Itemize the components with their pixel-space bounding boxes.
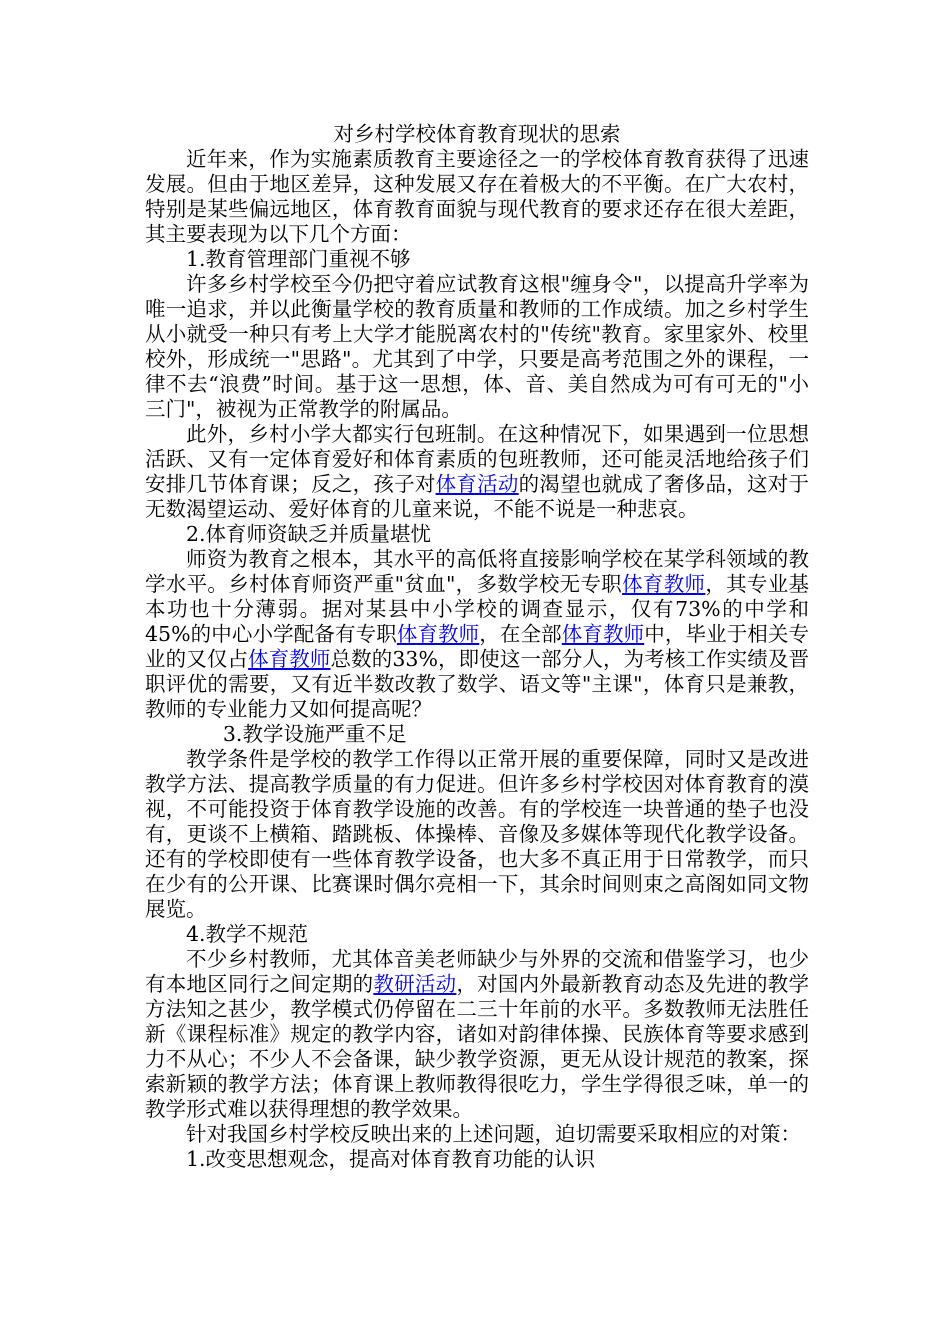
section1-paragraph1: 许多乡村学校至今仍把守着应试教育这根"缠身令"，以提高升学率为唯一追求，并以此衡量学校的教育质量和教师的工作成绩。加之乡村学生从小就受一种只有考上大学才能脱离农村的"传统"教育。家里家外、校里校外，形成统一"思路"。尤其到了中学，只要是高考范围之外的课程，一律不去“浪费”时间。基于这一思想，体、音、美自然成为可有可无的"小三门"，被视为正常教学的附属品。: [145, 272, 809, 421]
section1-paragraph2-text-a: 此外，乡村小学大都实行包班制。在这种情况下，如果遇到一位思想活跃、又有一定体育爱好和体育素质的包班教师，还可能灵活地给孩子们安排几节体育课；反之，孩子对: [145, 422, 809, 496]
pe-teacher-link-2[interactable]: 体育教师: [396, 622, 480, 646]
section4-text-a: 不少乡村教师，尤其体音美老师缺少与外界的交流和借鉴学习，也少有本地区同行之间定期的: [145, 947, 809, 996]
sports-activity-link[interactable]: 体育活动: [435, 472, 519, 496]
pe-teacher-link-3[interactable]: 体育教师: [561, 622, 645, 646]
section2-text-b: ，其专业基本功也十分薄弱。据对某县中小学校的调查显示，仅有73%的中学和45%的中心小学配备有专职: [145, 572, 810, 646]
section2-heading: 2.体育师资缺乏并质量堪忧: [186, 522, 432, 546]
section2-paragraph: [145, 547, 809, 722]
section1-paragraph2: [145, 422, 809, 522]
section2-text-c: ，在全部: [479, 622, 562, 646]
section1-heading: 1.教育管理部门重视不够: [186, 247, 411, 271]
measure1-heading: 1.改变思想观念，提高对体育教育功能的认识: [186, 1147, 596, 1171]
section1-paragraph2-text-b: 的渴望也就成了奢侈品，这对于无数渴望运动、爱好体育的儿童来说，不能不说是一种悲哀。: [145, 472, 810, 521]
section2-text-a: 师资为教育之根本，其水平的高低将直接影响学校在某学科领域的教学水平。乡村体育师资严重"贫血"，多数学校无专职: [145, 547, 809, 596]
section3-paragraph: 教学条件是学校的教学工作得以正常开展的重要保障，同时又是改进教学方法、提高教学质量的有力促进。但许多乡村学校因对体育教育的漠视，不可能投资于体育教学设施的改善。有的学校连一块普通的垫子也没有，更谈不上横箱、踏跳板、体操棒、音像及多媒体等现代化教学设备。还有的学校即使有一些体育教学设备，也大多不真正用于日常教学，而只在少有的公开课、比赛课时偶尔亮相一下，其余时间则束之高阁如同文物展览。: [145, 747, 809, 921]
section4-paragraph: [145, 947, 809, 1122]
section2-text-d: 中，毕业于相关专业的又仅占: [145, 622, 810, 671]
pe-teacher-link-4[interactable]: 体育教师: [248, 647, 331, 671]
intro-paragraph: 近年来，作为实施素质教育主要途径之一的学校体育教育获得了迅速发展。但由于地区差异，这种发展又存在着极大的不平衡。在广大农村，特别是某些偏远地区，体育教育面貌与现代教育的要求还存在很大差距，其主要表现为以下几个方面：: [145, 147, 809, 246]
document-page: [145, 122, 809, 1172]
section2-text-e: 总数的33%，即使这一部分人，为考核工作实绩及晋职评优的需要，又有近半数改教了数学、语文等"主课"，体育只是兼教，教师的专业能力又如何提高呢？: [145, 647, 810, 721]
pe-teacher-link-1[interactable]: 体育教师: [622, 572, 706, 596]
measures-intro-paragraph: 针对我国乡村学校反映出来的上述问题，迫切需要采取相应的对策：: [186, 1122, 801, 1146]
section4-heading: 4.教学不规范: [186, 922, 309, 946]
section3-heading: 3.教学设施严重不足: [222, 722, 407, 746]
document-title: 对乡村学校体育教育现状的思索: [333, 122, 621, 146]
teaching-research-link[interactable]: 教研活动: [373, 972, 457, 996]
section4-text-b: ，对国内外最新教育动态及先进的教学方法知之甚少，教学模式仍停留在二三十年前的水平。多数教师无法胜任新《课程标准》规定的教学内容，诸如对韵律体操、民族体育等要求感到力不从心；不少人不会备课，缺少教学资源，更无从设计规范的教案，探索新颖的教学方法；体育课上教师教得很吃力，学生学得很乏味，单一的教学形式难以获得理想的教学效果。: [145, 972, 810, 1121]
